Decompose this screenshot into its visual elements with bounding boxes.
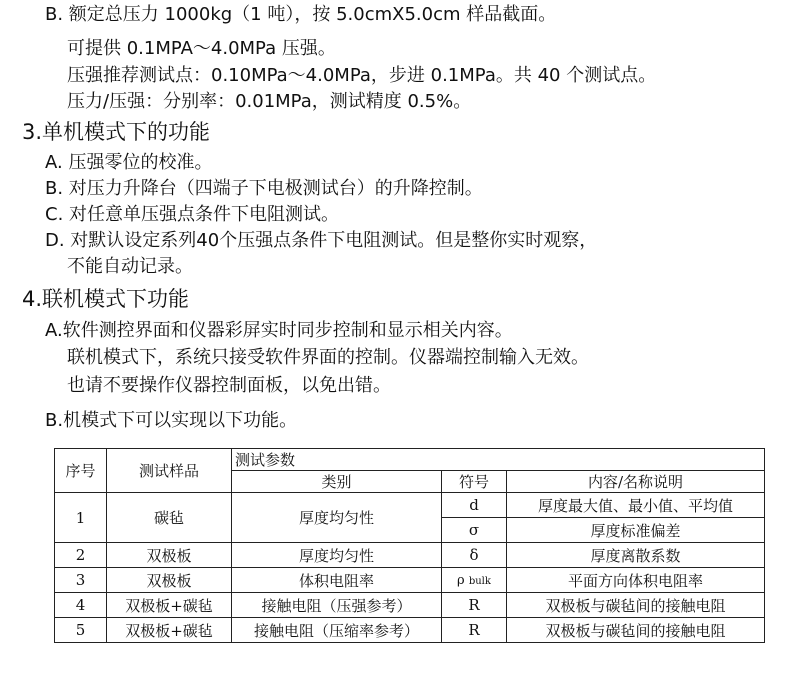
cell-content: 厚度标准偏差 <box>507 518 765 543</box>
cell-category: 体积电阻率 <box>232 568 442 593</box>
table-row <box>55 593 765 618</box>
section3-item-a: A. 压强零位的校准。 <box>45 152 213 173</box>
header-sample: 测试样品 <box>107 449 232 493</box>
cell-symbol: d <box>442 493 507 518</box>
cell-sample: 双极板+碳毡 <box>107 618 232 643</box>
cell-content: 双极板与碳毡间的接触电阻 <box>507 618 765 643</box>
cell-symbol: R <box>442 593 507 618</box>
cell-index: 3 <box>55 568 107 593</box>
cell-index: 5 <box>55 618 107 643</box>
section4-a-line-2: 联机模式下，系统只接受软件界面的控制。仪器端控制输入无效。 <box>67 347 589 368</box>
section4-b-line: B.机模式下可以实现以下功能。 <box>45 410 298 431</box>
cell-index: 1 <box>55 493 107 543</box>
cell-category: 厚度均匀性 <box>232 493 442 543</box>
section3-heading: 3.单机模式下的功能 <box>22 120 211 144</box>
header-symbol: 符号 <box>442 471 507 493</box>
cell-content: 厚度最大值、最小值、平均值 <box>507 493 765 518</box>
cell-sample: 双极板 <box>107 568 232 593</box>
cell-content: 双极板与碳毡间的接触电阻 <box>507 593 765 618</box>
test-parameter-table <box>54 448 765 643</box>
table-row <box>55 618 765 643</box>
cell-sample: 碳毡 <box>107 493 232 543</box>
header-index: 序号 <box>55 449 107 493</box>
cell-symbol: R <box>442 618 507 643</box>
section3-item-d: D. 对默认设定系列40个压强点条件下电阻测试。但是整你实时观察， <box>45 230 598 251</box>
cell-index: 4 <box>55 593 107 618</box>
table-row <box>55 543 765 568</box>
header-category: 类别 <box>232 471 442 493</box>
cell-category: 接触电阻（压强参考） <box>232 593 442 618</box>
symbol-rho: ρ <box>457 572 465 588</box>
section4-heading: 4.联机模式下功能 <box>22 287 190 311</box>
symbol-subscript: bulk <box>468 575 491 587</box>
cell-symbol <box>442 568 507 593</box>
cell-category: 接触电阻（压缩率参考） <box>232 618 442 643</box>
test-parameter-table-wrapper <box>54 448 765 643</box>
cell-content: 平面方向体积电阻率 <box>507 568 765 593</box>
cell-sample: 双极板 <box>107 543 232 568</box>
cell-index: 2 <box>55 543 107 568</box>
header-content: 内容/名称说明 <box>507 471 765 493</box>
section4-a-line-3: 也请不要操作仪器控制面板，以免出错。 <box>67 375 391 396</box>
spec-line-test-points: 压强推荐测试点：0.10MPa～4.0MPa，步进 0.1MPa。共 40 个测试点。 <box>67 65 657 86</box>
table-header-row <box>55 449 765 471</box>
table-row <box>55 493 765 518</box>
cell-sample: 双极板+碳毡 <box>107 593 232 618</box>
section3-item-d-continued: 不能自动记录。 <box>67 256 193 277</box>
spec-line-pressure-range: 可提供 0.1MPA～4.0MPa 压强。 <box>67 38 336 59</box>
spec-line-resolution: 压力/压强：分别率：0.01MPa，测试精度 0.5%。 <box>67 91 472 112</box>
cell-symbol: δ <box>442 543 507 568</box>
cell-content: 厚度离散系数 <box>507 543 765 568</box>
spec-line-rated-pressure: B. 额定总压力 1000kg（1 吨），按 5.0cmX5.0cm 样品截面。 <box>45 4 557 25</box>
header-params: 测试参数 <box>232 449 765 471</box>
cell-symbol: σ <box>442 518 507 543</box>
section4-a-line-1: A.软件测控界面和仪器彩屏实时同步控制和显示相关内容。 <box>45 320 513 341</box>
section3-item-c: C. 对任意单压强点条件下电阻测试。 <box>45 204 340 225</box>
cell-category: 厚度均匀性 <box>232 543 442 568</box>
table-row <box>55 568 765 593</box>
section3-item-b: B. 对压力升降台（四端子下电极测试台）的升降控制。 <box>45 178 483 199</box>
